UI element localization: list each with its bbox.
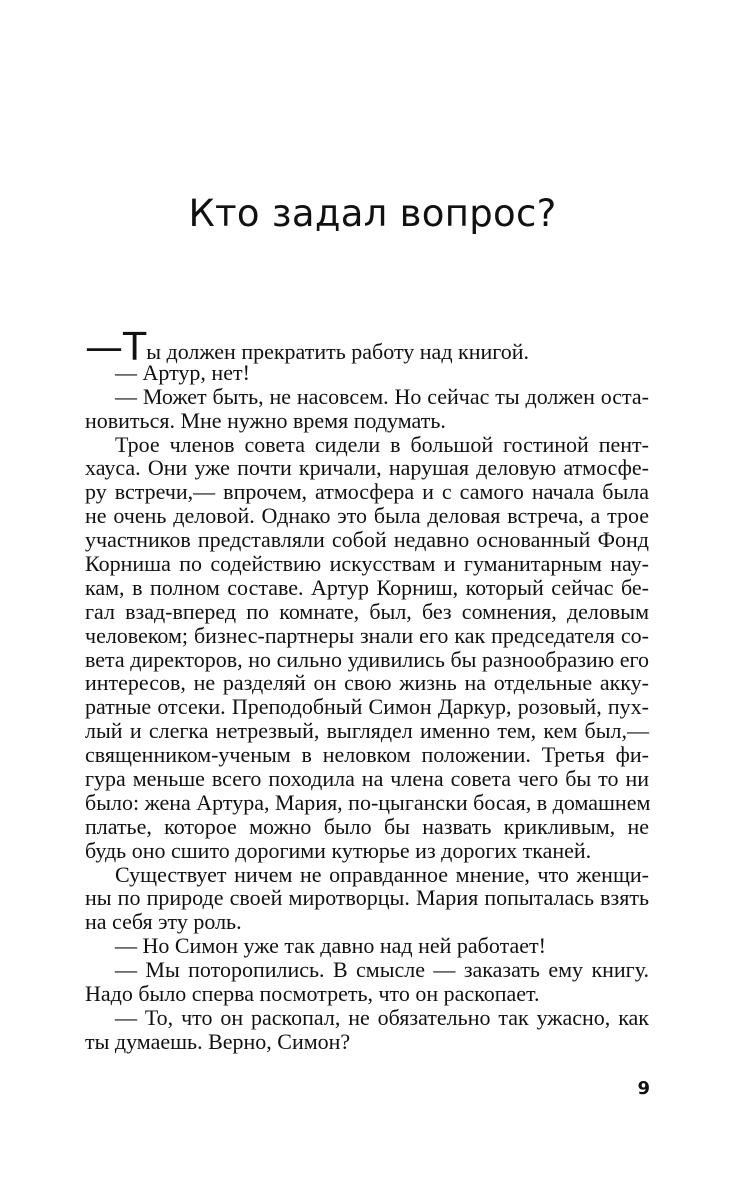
text-line: ру встречи,— впрочем, атмосфера и с самого начала была (85, 479, 649, 505)
text-line: — Но Симон уже так давно над ней работает! (115, 933, 546, 959)
text-line: гура меньше всего походила на члена совета чего бы то ни (85, 766, 649, 792)
opening-line (85, 325, 649, 369)
text-line: будь оно сшито дорогими кутюрье из дорогих тканей. (85, 837, 592, 863)
body-lines (85, 361, 649, 1054)
text-line: ты думаешь. Верно, Симон? (85, 1028, 351, 1054)
page-number: 9 (637, 1078, 650, 1099)
chapter-title: Кто задал вопрос? (188, 192, 557, 235)
text-line: — Может быть, не насовсем. Но сейчас ты должен оста- (115, 383, 649, 409)
text-line: лый и слегка нетрезвый, выглядел именно тем, кем был,— (85, 718, 649, 744)
drop-initial: —Т (85, 325, 147, 369)
text-line: — То, что он раскопал, не обязательно так ужасно, как (115, 1004, 649, 1030)
text-line: Надо было сперва посмотреть, что он раскопает. (85, 981, 540, 1007)
opening-line-rest: ы должен прекратить работу над книгой. (146, 339, 529, 364)
text-line: платье, которое можно было бы назвать крикливым, не (85, 813, 649, 839)
text-line: не очень деловой. Однако это была деловая встреча, а трое (85, 503, 649, 529)
body-text (85, 325, 651, 1054)
text-line: хауса. Они уже почти кричали, нарушая деловую атмосфе- (85, 455, 649, 481)
text-line: ны по природе своей миротворцы. Мария попыталась взять (85, 885, 649, 911)
text-line: гал взад-вперед по комнате, был, без сомнения, деловым (85, 598, 649, 624)
text-line: участников представляли собой недавно основанный Фонд (85, 527, 649, 553)
text-line: человеком; бизнес-партнеры знали его как председателя со- (85, 622, 649, 648)
text-line: Корниша по содействию искусствам и гуманитарным нау- (85, 551, 649, 577)
text-line: на себя эту роль. (85, 909, 242, 935)
text-line: — Артур, нет! (115, 359, 250, 385)
text-line: священником-ученым в неловком положении. Третья фи- (85, 742, 649, 768)
text-line: ратные отсеки. Преподобный Симон Даркур, розовый, пух- (85, 694, 649, 720)
text-line: — Мы поторопились. В смысле — заказать ему книгу. (115, 957, 649, 983)
text-line: вета директоров, но сильно удивились бы разнообразию его (85, 646, 649, 672)
text-line: Существует ничем не оправданное мнение, что женщи- (115, 861, 649, 887)
text-line: кам, в полном составе. Артур Корниш, который сейчас бе- (85, 574, 649, 600)
text-line: интересов, не разделяй он свою жизнь на отдельные акку- (85, 670, 649, 696)
text-line: Трое членов совета сидели в большой гостиной пент- (115, 431, 649, 457)
text-line: новиться. Мне нужно время подумать. (85, 407, 446, 433)
text-line: было: жена Артура, Мария, по-цыгански босая, в домашнем (85, 789, 651, 815)
